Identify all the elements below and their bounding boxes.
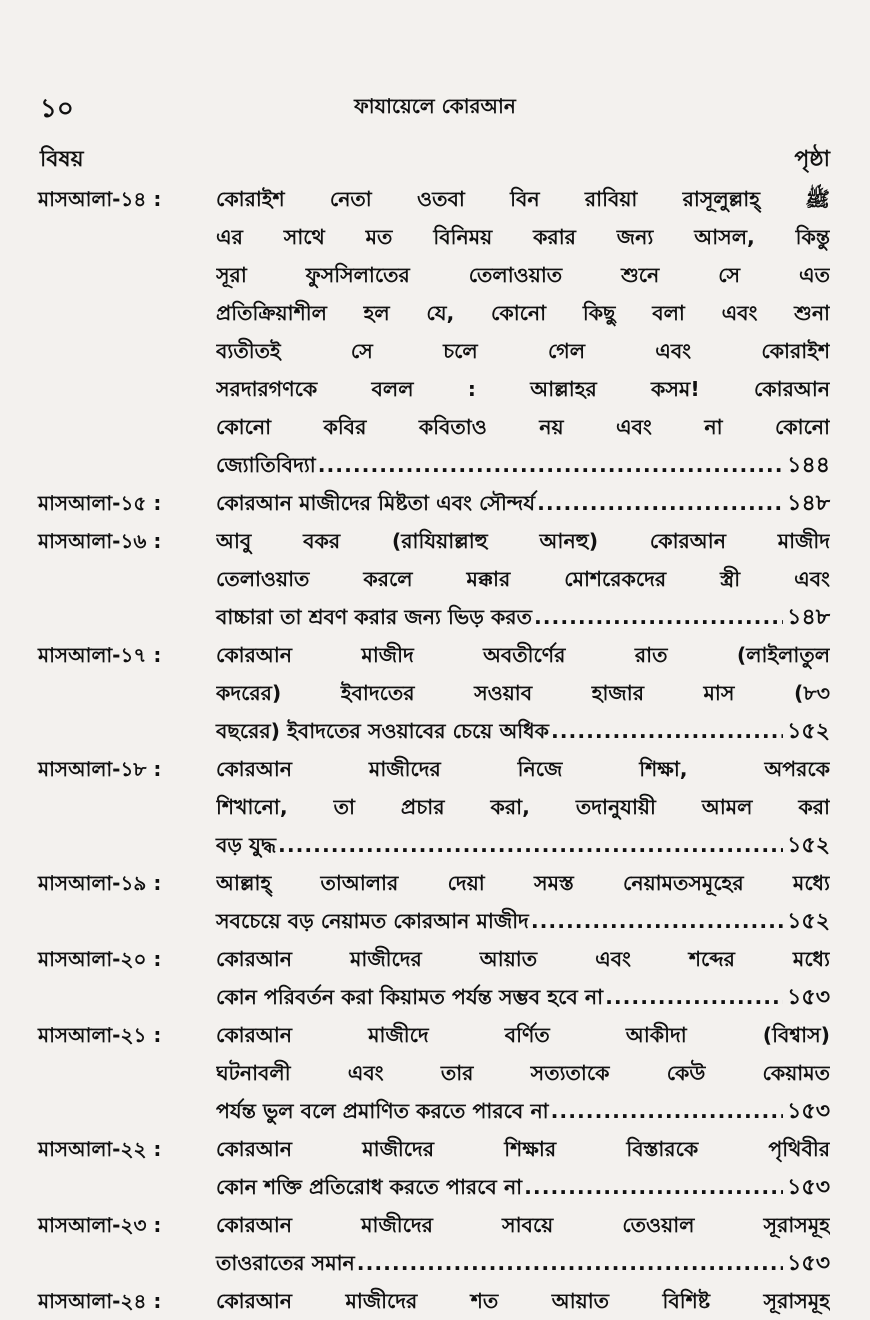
entry-text-line: আবু বকর (রাযিয়াল্লাহু আনহু) কোরআন মাজীদ <box>216 529 830 553</box>
toc-entry <box>38 1130 830 1206</box>
toc-entry <box>38 522 830 636</box>
dot-leader <box>531 902 783 940</box>
toc-entry <box>38 636 830 750</box>
entry-label: মাসআলা-১৯ : <box>38 871 162 895</box>
page-column-header: পৃষ্ঠা <box>794 147 830 172</box>
entry-text-line: কোনো কবির কবিতাও নয় এবং না কোনো <box>216 415 830 439</box>
entry-label: মাসআলা-১৫ : <box>38 491 162 515</box>
toc-entry <box>38 484 830 522</box>
entry-page-number: ১৫২ <box>787 719 830 744</box>
entry-final-line <box>216 978 830 1016</box>
entry-text-line: বড় যুদ্ধ <box>216 833 277 857</box>
entry-text-line: সরদারগণকে বলল : আল্লাহর কসম! কোরআন <box>216 377 830 401</box>
dot-leader <box>537 484 783 522</box>
entry-text-line: সূরা ফুসসিলাতের তেলাওয়াত শুনে সে এত <box>216 263 830 287</box>
entry-label: মাসআলা-২০ : <box>38 947 162 971</box>
entry-label: মাসআলা-২৩ : <box>38 1213 162 1237</box>
entry-final-line <box>216 902 830 940</box>
entry-page-number: ১৪৮ <box>787 605 830 630</box>
entry-body <box>216 180 830 484</box>
toc-entry <box>38 750 830 864</box>
entry-text-line: সবচেয়ে বড় নেয়ামত কোরআন মাজীদ <box>216 909 529 933</box>
book-title: ফাযায়েলে কোরআন <box>354 94 516 118</box>
entry-page-number: ১৪৪ <box>787 453 830 478</box>
entry-label: মাসআলা-১৪ : <box>38 187 162 211</box>
entry-label: মাসআলা-২২ : <box>38 1137 162 1161</box>
entry-text-line: আল্লাহ্ তাআলার দেয়া সমস্ত নেয়ামতসমূহের মধ্যে <box>216 871 830 895</box>
entry-text-line: তাওরাতের সমান <box>216 1251 355 1275</box>
entry-label: মাসআলা-১৭ : <box>38 643 162 667</box>
entry-body <box>216 1282 830 1320</box>
dot-leader <box>605 978 783 1016</box>
entry-text-line: কোরআন মাজীদ অবতীর্ণের রাত (লাইলাতুল <box>216 643 830 667</box>
page-number: ১০ <box>40 94 74 124</box>
page-header <box>40 88 830 128</box>
entry-body <box>216 864 830 940</box>
entry-final-line <box>216 1168 830 1206</box>
entry-body <box>216 750 830 864</box>
entry-body <box>216 636 830 750</box>
entry-text-line: পর্যন্ত ভুল বলে প্রমাণিত করতে পারবে না <box>216 1099 549 1123</box>
entry-text-line: কোরআন মাজীদের মিষ্টতা এবং সৌন্দর্য <box>216 491 536 515</box>
dot-leader <box>357 1244 783 1282</box>
entry-final-line <box>216 484 830 522</box>
entry-final-line <box>216 826 830 864</box>
entry-label: মাসআলা-২৪ : <box>38 1289 162 1313</box>
entry-text-line: কোরআন মাজীদের আয়াত এবং শব্দের মধ্যে <box>216 947 830 971</box>
entry-label: মাসআলা-১৬ : <box>38 529 162 553</box>
entry-label: মাসআলা-২১ : <box>38 1023 162 1047</box>
entry-body <box>216 522 830 636</box>
entry-text-line: প্রতিক্রিয়াশীল হল যে, কোনো কিছু বলা এবং শুনা <box>216 301 830 325</box>
toc-entry <box>38 864 830 940</box>
entry-text-line: বাচ্চারা তা শ্রবণ করার জন্য ভিড় করত <box>216 605 532 629</box>
dot-leader <box>524 1168 783 1206</box>
entry-final-line <box>216 1244 830 1282</box>
entry-body <box>216 484 830 522</box>
entry-text-line: কোরআন মাজীদের শিক্ষার বিস্তারকে পৃথিবীর <box>216 1137 830 1161</box>
entry-page-number: ১৫২ <box>787 833 830 858</box>
dot-leader <box>534 598 783 636</box>
entry-page-number: ১৫৩ <box>787 1099 830 1124</box>
toc-entry <box>38 1282 830 1320</box>
entry-page-number: ১৫৩ <box>787 985 830 1010</box>
entry-page-number: ১৫৩ <box>787 1251 830 1276</box>
entry-text-line: কোন শক্তি প্রতিরোধ করতে পারবে না <box>216 1175 523 1199</box>
dot-leader <box>551 1092 784 1130</box>
entry-page-number: ১৫২ <box>787 909 830 934</box>
entry-text-line: কোরআন মাজীদের শত আয়াত বিশিষ্ট সূরাসমূহ <box>216 1289 830 1313</box>
toc-entry <box>38 180 830 484</box>
entry-text-line: কোরআন মাজীদের সাবয়ে তেওয়াল সূরাসমূহ <box>216 1213 830 1237</box>
entry-final-line <box>216 446 830 484</box>
entry-final-line <box>216 1092 830 1130</box>
entry-text-line: কদরের) ইবাদতের সওয়াব হাজার মাস (৮৩ <box>216 681 830 705</box>
table-of-contents <box>38 180 830 1320</box>
dot-leader <box>278 826 783 864</box>
toc-entry <box>38 1016 830 1130</box>
entry-body <box>216 1130 830 1206</box>
entry-text-line: কোরআন মাজীদের নিজে শিক্ষা, অপরকে <box>216 757 830 781</box>
entry-final-line <box>216 598 830 636</box>
toc-entry <box>38 940 830 1016</box>
column-headers <box>40 142 830 176</box>
entry-body <box>216 940 830 1016</box>
entry-text-line: জ্যোতিবিদ্যা <box>216 453 316 477</box>
entry-final-line <box>216 712 830 750</box>
entry-body <box>216 1206 830 1282</box>
dot-leader <box>318 446 783 484</box>
subject-column-header: বিষয় <box>40 147 84 172</box>
toc-entry <box>38 1206 830 1282</box>
dot-leader <box>551 712 783 750</box>
entry-body <box>216 1016 830 1130</box>
entry-text-line: কোন পরিবর্তন করা কিয়ামত পর্যন্ত সম্ভব হবে না <box>216 985 604 1009</box>
entry-text-line: কোরাইশ নেতা ওতবা বিন রাবিয়া রাসূলুল্লাহ্ ﷺ <box>216 187 830 211</box>
entry-text-line: ঘটনাবলী এবং তার সত্যতাকে কেউ কেয়ামত <box>216 1061 830 1085</box>
entry-label: মাসআলা-১৮ : <box>38 757 162 781</box>
entry-text-line: ব্যতীতই সে চলে গেল এবং কোরাইশ <box>216 339 830 363</box>
entry-page-number: ১৫৩ <box>787 1175 830 1200</box>
entry-text-line: শিখানো, তা প্রচার করা, তদানুযায়ী আমল করা <box>216 795 830 819</box>
entry-text-line: এর সাথে মত বিনিময় করার জন্য আসল, কিন্তু <box>216 225 830 249</box>
entry-text-line: বছরের) ইবাদতের সওয়াবের চেয়ে অধিক <box>216 719 549 743</box>
entry-page-number: ১৪৮ <box>787 491 830 516</box>
entry-text-line: কোরআন মাজীদে বর্ণিত আকীদা (বিশ্বাস) <box>216 1023 830 1047</box>
entry-text-line: তেলাওয়াত করলে মক্কার মোশরেকদের স্ত্রী এবং <box>216 567 830 591</box>
